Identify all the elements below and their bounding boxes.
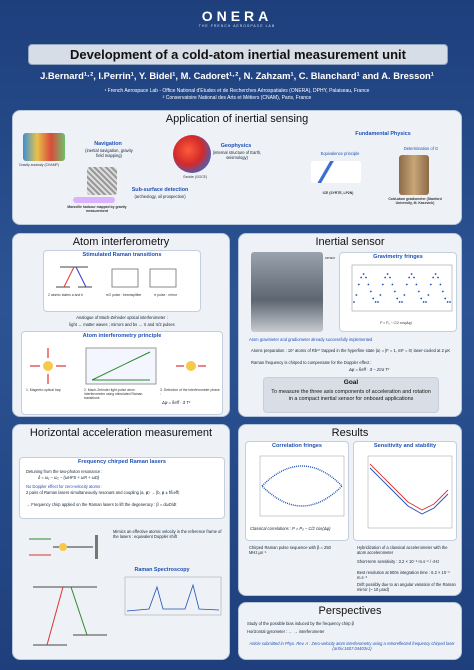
authors: J.Bernard¹·², I.Perrin¹, Y. Bidel¹, M. Cadoret¹·², N. Zahzam¹, C. Blanchard¹ and A. Bresson¹ [40,70,434,81]
phase-formula: Δφ = k⃗eff · a⃗ T² [162,400,191,405]
fringe-point [370,291,372,293]
subsurface-title: Sub-surface detection [131,187,189,193]
fringe-point [377,301,379,303]
caption-gradiometer: Cold-atom gradiometer (Stanford University, M. Kasevich) [388,197,442,206]
fringe-point [440,284,442,286]
fringe-point [408,277,410,279]
fringes-box [339,252,457,332]
goal-text: To measure the three axis components of acceleration and rotation in a compact inertial sensor for onboard applications [271,389,431,403]
fringe-point [416,284,418,286]
atoms-preparation: Atoms preparation : 10⁷ atoms of Rb⁸⁷ trapped in the hyperfine state |a⟩ = |F = 1, mF = 0⟩ laser-cooled at 2 μK [251,348,451,353]
caption-geoid: Geoide (GOCE) [182,175,208,179]
publication: Article submitted in Phys. Rev. A : Zero-velocity atom interferometry using a retroreflected frequency chirped laser (arXiv:1607.04403v1) [249,641,455,652]
inertial-title: Inertial sensor [315,236,385,248]
achieved-text: Atom gravimeter and gradiometer already successfully implemented [249,337,373,342]
raman-states-label: 2 atomic states a and b [48,293,84,297]
energy-levels-diagram [27,575,113,655]
fringe-point [425,301,427,303]
correlation-box [245,441,349,541]
fringe-point [384,277,386,279]
fringe-point [394,291,396,293]
raman-diagram [52,261,192,293]
fringe-point [423,301,425,303]
application-panel [12,110,462,225]
fringe-point [437,277,439,279]
fringe-point [401,301,403,303]
fringe-point [365,277,367,279]
perspective-1: Study of the possible bias induced by the frequency chirp β [247,621,355,626]
raman-chirp-eq: Δφ = k⃗eff · a⃗ − 2πα T² [348,367,390,372]
chirp-box [19,457,225,519]
perspectives-panel [238,602,462,660]
sensor-photo [251,252,323,332]
principle-box [21,331,223,415]
fringe-point [372,298,374,300]
sensitivity-box [353,441,457,541]
fringe-point [406,284,408,286]
chirp-title: Frequency chirped Raman lasers [78,459,166,465]
fringe-point [387,273,389,275]
fringe-point [442,291,444,293]
fringe-point [413,277,415,279]
fringe-point [375,301,377,303]
inertial-sensor-panel [238,233,462,417]
spectroscopy-title: Raman Spectroscopy [134,567,190,573]
fringe-point [392,284,394,286]
fringe-point [428,294,430,296]
raman-box [43,250,201,312]
drift-text: Drift possibly due to an angular variation of the Raman mirror (~ 10 μrad) [357,582,456,593]
geophysics-desc: (internal structure of Earth, seismology) [212,150,262,161]
step-2: 2. Mach-Zehnder light-pulse atom interferometer using stimulated Raman transitions [84,388,143,401]
fringe-point [447,301,449,303]
fringe-point [399,301,401,303]
fringes-title: Gravimetry fringes [373,254,423,260]
correlation-title: Correlation fringes [271,443,323,449]
fringe-point [389,277,391,279]
sensitivity-title: Sensitivity and stability [373,443,437,449]
short-term-text: Short-term sensitivity : 3.2 × 10⁻⁵ m.s⁻² / √Hz [357,559,440,564]
application-title: Application of inertial sensing [165,113,309,125]
fringes-chart [344,263,454,319]
detune-eq: δ = ω₁ − ω₂ − (ωHFS + ωR + ωD) [38,475,100,480]
geophysics-title: Geophysics [220,143,252,149]
fringe-point [353,301,355,303]
navigation-title: Navigation [94,141,122,147]
fringe-point [356,294,358,296]
navigation-desc: (inertial navigation, gravity field mapping) [85,148,133,159]
subsurface-desc: (archeology, oil prospection) [134,194,186,199]
mimic-text: Mimics an effective atomic velocity in the reference frame of the lasers : equivalent Doppler shift [113,529,222,540]
correlation-note: Chirped Raman pulse sequence with β = 250 MHz.μs⁻¹ [249,545,331,556]
step-3: 3. Detection of the interferometer phase : [160,388,220,397]
affiliation-2: ² Conservatoire National des Arts et Métiers (CNAM), Paris, France [162,95,312,101]
fringe-point [396,298,398,300]
horizontal-diagram [23,525,103,569]
principle-diagram [26,344,220,388]
step-1: 1. Magneto-optical trap [26,388,61,392]
raman-chirp-text: Raman frequency is chirped to compensate for the Doppler effect : [251,360,372,365]
doppler-text-2: 2 pairs of Raman lasers simultaneously resonant and coupling |a, p⃗⟩ → |b, p⃗ ± ħk⃗eff⟩ [26,490,180,495]
atom-title: Atom interferometry [72,236,170,248]
fundamental-title: Fundamental Physics [355,131,411,137]
fringes-formula: P = P₀ − C/2 cos(Δφ) [380,321,412,325]
fringe-point [404,294,406,296]
logo: ONERA [201,8,273,24]
caption-ice: ICE (SYRTE, LP2N) [322,191,354,195]
fringe-point [449,301,451,303]
perspective-2: Horizontal gyrometer : ← → interferometer [247,629,325,634]
fringe-point [418,291,420,293]
best-resolution-text: Best resolution at 500s integration time : 6.2 × 10⁻⁶ m.s⁻² [357,570,450,581]
fringe-point [368,284,370,286]
horizontal-title: Horizontal acceleration measurement [29,427,213,439]
results-title: Results [331,427,369,439]
fringes-plot-area [352,265,452,311]
goal-box [263,377,439,413]
fringe-point [380,294,382,296]
sensor-label: sensor [325,256,336,260]
harbour-map-image [87,167,117,195]
light-text: light ↔ matter waves ; mirrors and bs ↔ π and π/2 pulses [69,322,175,327]
doppler-text: No Doppler effect for zero-velocity atoms : [26,484,103,489]
harbour-gradient-image [73,197,115,203]
spectroscopy-chart [119,575,225,621]
sensitivity-chart [358,454,454,534]
fringe-point [411,273,413,275]
equivalence-label: Equivalence principle [320,151,360,156]
fringe-point [360,277,362,279]
poster-title: Development of a cold-atom inertial measurement unit [28,44,448,65]
analogue-text: Analogue of Mach-Zehnder optical interferometer : [76,315,168,320]
fringe-point [435,273,437,275]
fringe-point [430,284,432,286]
hybrid-text: Hybridization of a classical accelerometer with the atom accelerometer [357,545,448,556]
fringe-point [432,277,434,279]
results-panel [238,424,462,596]
pulse-beamsplitter: π/2 pulse : beamsplitter [106,293,142,297]
logo-subtitle: THE FRENCH AEROSPACE LAB [198,24,276,28]
caption-gravity: Gravity anomaly (CHAMP) [19,163,59,167]
fringe-point [363,273,365,275]
fringe-point [420,298,422,300]
gravity-anomaly-image [23,133,65,161]
chirp-text: → Frequency chirp applied on the Raman lasers to lift the degeneracy : β = dωD/dt [26,502,177,507]
fringe-point [382,284,384,286]
fringe-point [444,298,446,300]
pulse-mirror: π pulse : mirror [154,293,178,297]
principle-title: Atom interferometry principle [82,333,162,339]
atom-interferometry-panel [12,233,230,417]
correlation-chart [250,454,346,524]
detune-text: Detuning from the two-photon resonance : [26,469,103,474]
correlation-formula: Classical correlations : P = P₀ − C/2 cos(Δφ) [250,526,331,531]
affiliation-1: ¹ French Aerospace Lab - Office National d'Etudes et de Recherches Aérospatiales (ONERA), DPHY, Palaiseau, France [104,88,370,94]
fringe-point [358,284,360,286]
horizontal-panel [12,424,230,660]
plane-image [311,161,361,183]
perspectives-title: Perspectives [318,605,382,617]
gradiometer-image [399,155,429,195]
raman-title: Stimulated Raman transitions [82,252,162,258]
determination-label: Determination of G [403,146,439,151]
goal-title: Goal [343,379,359,386]
caption-harbour: Marseille harbour mapped by gravity measurement [67,205,127,214]
